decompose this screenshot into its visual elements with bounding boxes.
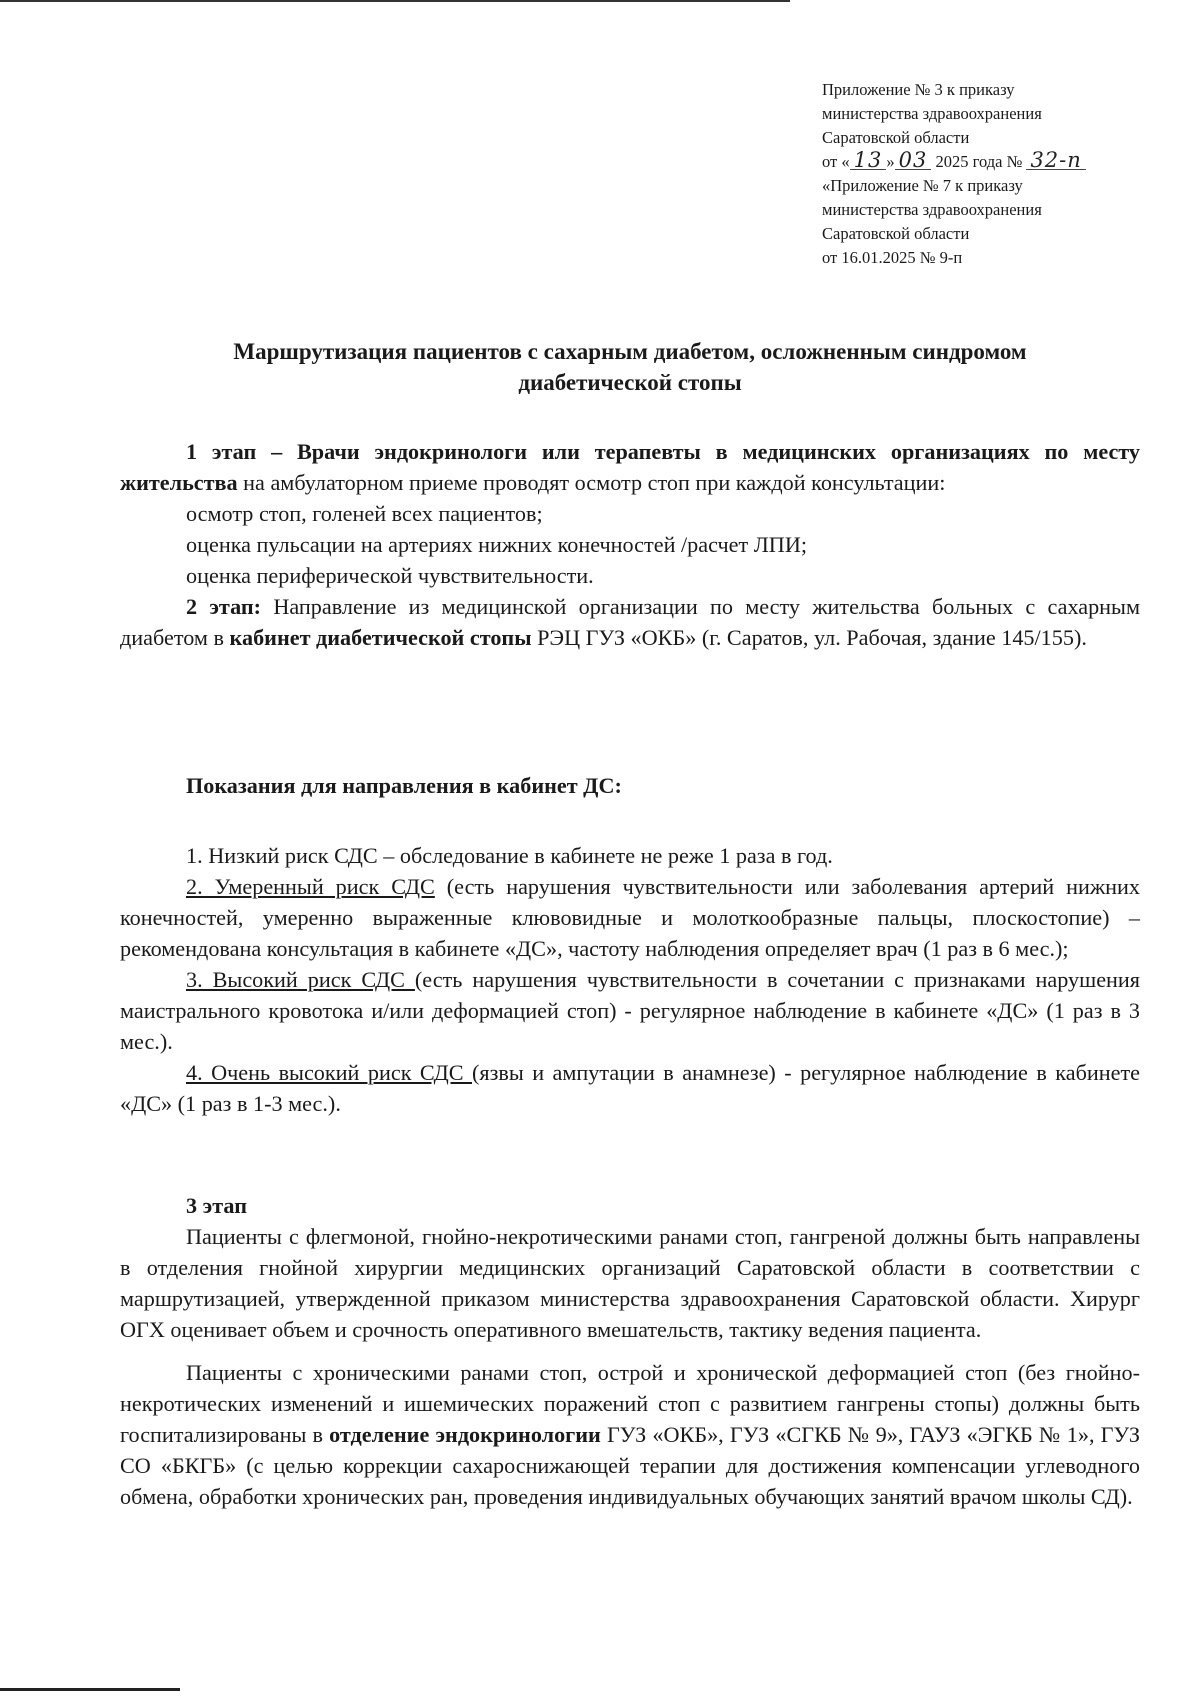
indications-section <box>120 770 1140 801</box>
stage-1-item: оценка периферической чувствительности. <box>186 563 594 588</box>
stage-3-paragraph: Пациенты с хроническими ранами стоп, острой и хронической деформацией стоп (без гнойно-некротических изменений и ишемических поражений стоп с развитием гангрены стопы) должны быть госпитализированы в отделение эндокринологии ГУЗ «ОКБ», ГУЗ «СГКБ № 9», ГАУЗ «ЭГКБ № 1», ГУЗ СО «БКГБ» (с целью коррекции сахароснижающей терапии для достижения компенсации углеводного обмена, обработки хронических ран, проведения индивидуальных обучающих занятий врачом школы СД). <box>120 1360 1140 1509</box>
header-line: Саратовской области <box>822 128 970 147</box>
appendix-header <box>822 78 1182 270</box>
indication-item: 3. Высокий риск СДС (есть нарушения чувствительности в сочетании с признаками нарушения маистрального кровотока и/или деформацией стоп) - регулярное наблюдение в кабинете «ДС» (1 раз в 3 мес.). <box>120 967 1140 1054</box>
stage-2-label: 2 этап: <box>186 594 262 619</box>
header-line: Приложение № 3 к приказу <box>822 80 1015 99</box>
handwritten-day: 13 <box>850 151 887 170</box>
stage-1-section <box>120 436 1140 653</box>
stage-3-paragraph: Пациенты с флегмоной, гнойно-некротическими ранами стоп, гангреной должны быть направлены в отделения гнойной хирургии медицинских организаций Саратовской области в соответствии с маршрутизацией, утвержденной приказом министерства здравоохранения Саратовской области. Хирург ОГХ оценивает объем и срочность оперативного вмешательств, тактику ведения пациента. <box>120 1224 1140 1342</box>
header-line: министерства здравоохранения <box>822 200 1042 219</box>
handwritten-month: 03 <box>895 151 932 170</box>
indications-list <box>120 840 1140 1119</box>
stage-2-paragraph: 2 этап: Направление из медицинской организации по месту жительства больных с сахарным диабетом в кабинет диабетической стопы РЭЦ ГУЗ «ОКБ» (г. Саратов, ул. Рабочая, здание 145/155). <box>120 594 1141 650</box>
stage-3-section <box>120 1190 1140 1512</box>
document-title <box>120 336 1140 398</box>
header-line: министерства здравоохранения <box>822 104 1042 123</box>
title-line: диабетической стопы <box>518 370 742 395</box>
title-line: Маршрутизация пациентов с сахарным диабетом, осложненным синдромом <box>233 339 1027 364</box>
indication-item: 2. Умеренный риск СДС (есть нарушения чувствительности или заболевания артерий нижних конечностей, умеренно выраженные клювовидные и молоткообразные пальцы, плоскостопие) – рекомендована консультация в кабинете «ДС», частоту наблюдения определяет врач (1 раз в 6 мес.); <box>120 874 1141 961</box>
indication-item: 1. Низкий риск СДС – обследование в кабинете не реже 1 раза в год. <box>186 843 833 868</box>
indication-item: 4. Очень высокий риск СДС (язвы и ампутации в анамнезе) - регулярное наблюдение в кабинете «ДС» (1 раз в 1-3 мес.). <box>120 1060 1140 1116</box>
stage-1-paragraph: 1 этап – Врачи эндокринологи или терапевты в медицинских организациях по месту жительства на амбулаторном приеме проводят осмотр стоп при каждой консультации: <box>120 439 1140 495</box>
top-rule <box>0 0 790 2</box>
header-line: Саратовской области <box>822 224 970 243</box>
header-line: от 16.01.2025 № 9-п <box>822 248 963 267</box>
stage-3-heading: 3 этап <box>186 1193 247 1218</box>
handwritten-order-number: 32-п <box>1026 151 1085 170</box>
header-line: «Приложение № 7 к приказу <box>822 176 1023 195</box>
stage-1-item: осмотр стоп, голеней всех пациентов; <box>186 501 543 526</box>
bottom-rule <box>0 1688 180 1691</box>
stage-1-heading: 1 этап – Врачи эндокринологи или терапевты в медицинских организациях по месту жительства <box>120 439 1140 495</box>
stage-1-item: оценка пульсации на артериях нижних конечностей /расчет ЛПИ; <box>186 532 808 557</box>
stage-3-bold: отделение эндокринологии <box>329 1422 601 1447</box>
stage-2-bold: кабинет диабетической стопы <box>229 625 532 650</box>
indications-heading: Показания для направления в кабинет ДС: <box>186 773 622 798</box>
header-date-line: от « 13 » 03 2025 года № 32-п <box>822 150 1182 174</box>
